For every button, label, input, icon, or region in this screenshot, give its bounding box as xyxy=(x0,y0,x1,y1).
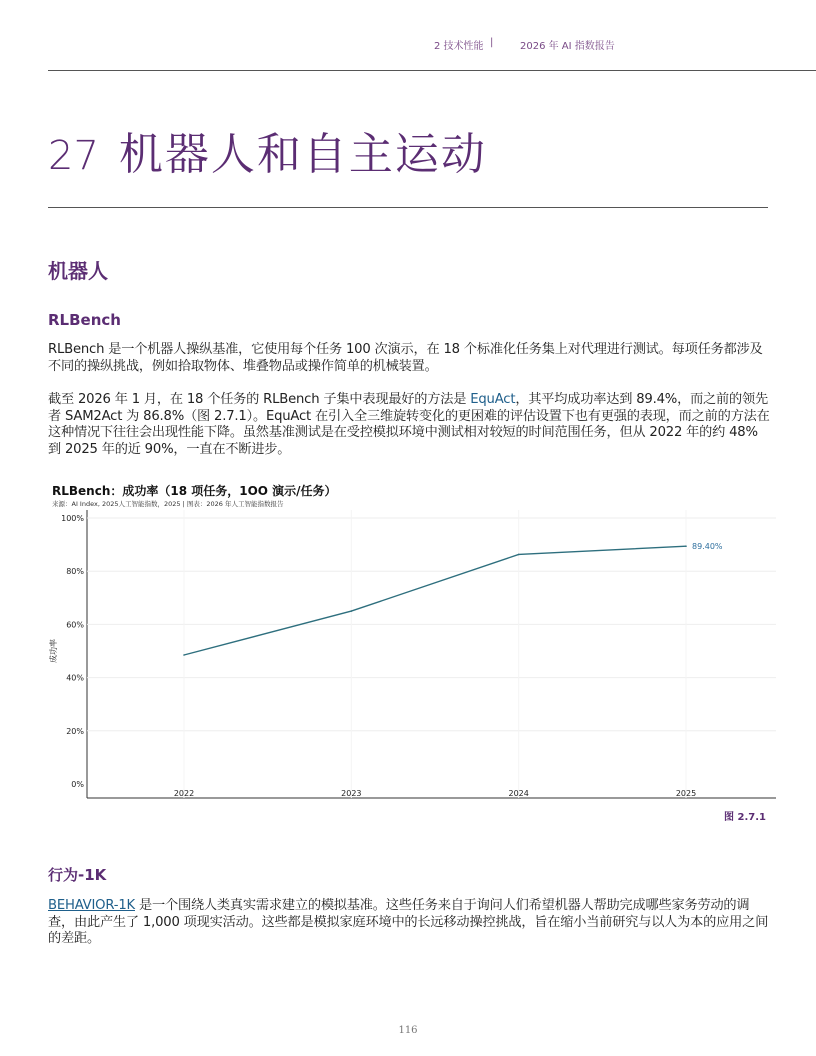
rlbench-paragraph-1: RLBench 是一个机器人操纵基准，它使用每个任务 100 次演示，在 18 个标准化任务集上对代理进行测试。每项任务都涉及不同的操纵挑战，例如拾取物体、堆叠物品或操作简单的机械装置。 xyxy=(48,342,763,374)
rlbench-line-chart xyxy=(40,506,780,806)
figure-label: 图 2.7.1 xyxy=(724,812,766,823)
running-header xyxy=(0,37,816,53)
y-axis-label: 成功率 xyxy=(49,639,58,663)
behavior-1k-link[interactable]: BEHAVIOR-1K xyxy=(48,898,135,913)
header-separator: | xyxy=(490,37,494,48)
chapter-heading xyxy=(48,118,487,188)
page-number: 116 xyxy=(398,1025,418,1036)
header-chapter: 2 技术性能 xyxy=(434,41,484,52)
data-point xyxy=(351,610,353,612)
equact-link[interactable]: EquAct xyxy=(470,392,516,407)
section-title: 机器人 xyxy=(48,259,108,283)
data-point xyxy=(518,554,520,556)
y-tick-label: 60% xyxy=(66,620,84,630)
x-tick-label: 2022 xyxy=(173,789,195,798)
header-report-title: 2026 年 AI 指数报告 xyxy=(520,41,615,52)
y-tick-label: 0% xyxy=(71,780,84,789)
y-tick-label: 40% xyxy=(66,673,84,683)
y-tick-label: 20% xyxy=(66,726,84,736)
behavior-paragraph xyxy=(48,898,770,948)
para2-text-end: ，其平均成功率达到 89.4%，而之前的领先者 SAM2Act 为 86.8%（图 2.7.1）。EquAct 在引入全三维旋转变化的更困难的评估设置下也有更强的表现，而之前的方法在这种情况下往往会出现性能下降。虽然基准测试是在受控模拟环境中测试相对较短的时间范围任务，但从 2022 年的约 48% 到 2025 年的近 90%，一直在不断进步。 xyxy=(48,392,770,457)
data-point xyxy=(685,545,687,547)
header-divider xyxy=(48,70,816,71)
behavior-text: 是一个围绕人类真实需求建立的模拟基准。这些任务来自于询问人们希望机器人帮助完成哪些家务劳动的调查，由此产生了 1,000 项现实活动。这些都是模拟家庭环境中的长远移动操控挑战，旨在缩小当前研究与以人为本的应用之间的差距。 xyxy=(48,898,769,946)
y-tick-label: 100% xyxy=(61,514,84,523)
chapter-title: 机器人和自主运动 xyxy=(118,129,487,180)
x-tick-label: 2024 xyxy=(508,789,529,798)
rlbench-paragraph-2 xyxy=(48,392,770,458)
x-tick-label: 2023 xyxy=(341,789,362,798)
end-value-label: 89.40% xyxy=(692,542,723,552)
y-tick-label: 80% xyxy=(66,567,84,577)
chapter-number: 27 xyxy=(48,133,99,179)
chart-title: RLBench：成功率（18 项任务，1OO 演示/任务） xyxy=(52,484,337,498)
series-line xyxy=(184,546,686,655)
x-tick-label: 2025 xyxy=(675,789,697,798)
para2-text-start: 截至 2026 年 1 月，在 18 个任务的 RLBench 子集中表现最好的方法是 xyxy=(48,392,471,407)
data-point xyxy=(183,654,185,656)
chart-source: 来源：AI Index, 2025人工智能指数，2025 | 图表：2026 年人工智能指数报告 xyxy=(52,500,284,508)
chapter-divider xyxy=(48,207,768,208)
rlbench-heading: RLBench xyxy=(48,311,121,329)
behavior-heading: 行为-1K xyxy=(48,866,107,884)
